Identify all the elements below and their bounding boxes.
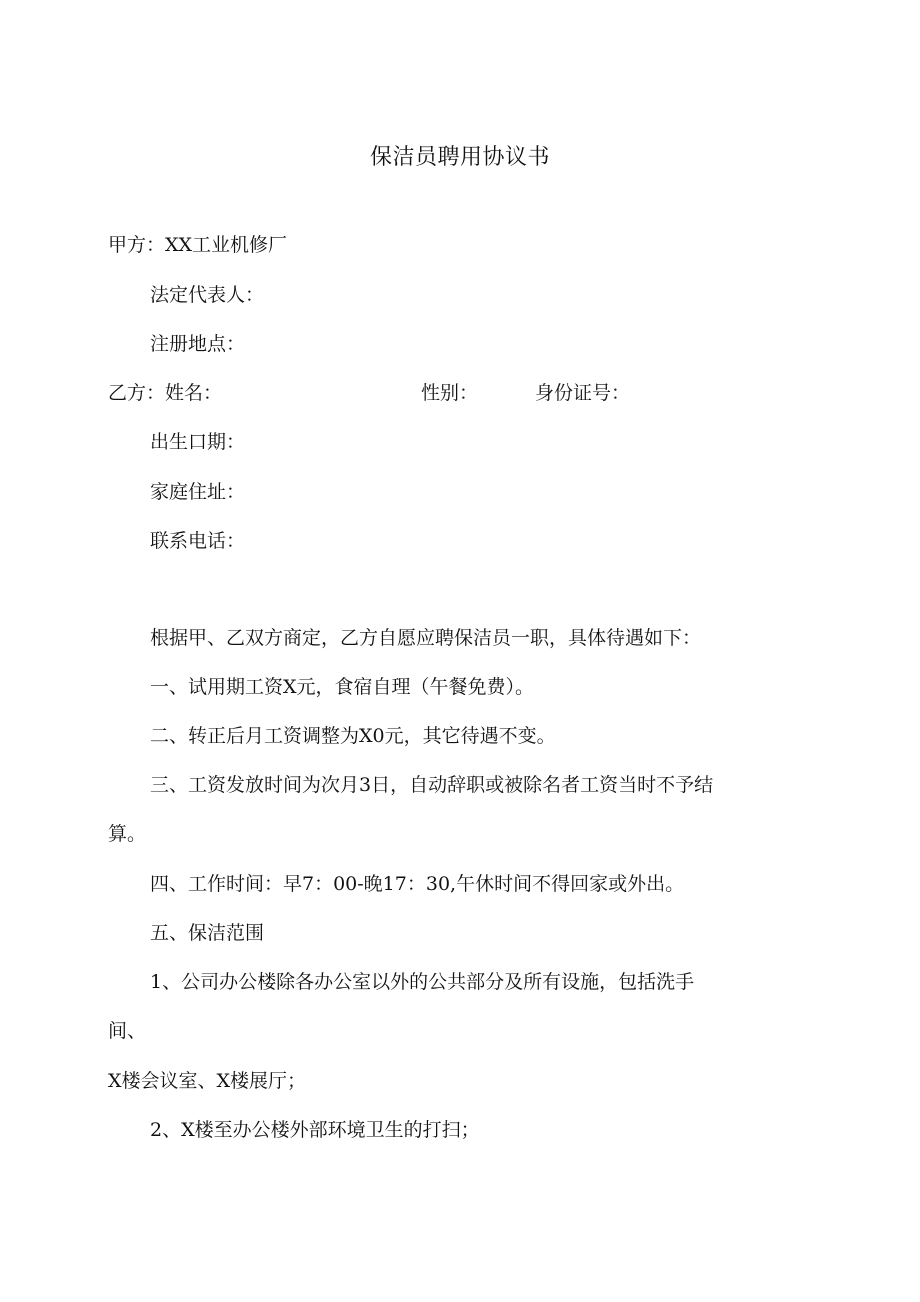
body-item-1: 一、试用期工资X元，食宿自理（午餐免费）。 — [150, 676, 535, 698]
party-b-home-address: 家庭住址： — [150, 481, 246, 503]
scope-1-line-2: 间、 — [108, 1020, 147, 1042]
party-b-gender-label: 性别： — [421, 382, 479, 404]
party-b-birth-date: 出生口期： — [150, 431, 246, 453]
party-b-name-label: 乙方：姓名： — [108, 382, 223, 404]
body-intro: 根据甲、乙双方商定，乙方自愿应聘保洁员一职，具体待遇如下： — [150, 627, 702, 649]
scope-2: 2、X楼至办公楼外部环境卫生的打扫； — [150, 1119, 480, 1141]
party-a-legal-rep: 法定代表人： — [150, 284, 265, 306]
party-b-phone: 联系电话： — [150, 530, 246, 552]
scope-1-line-3: X楼会议室、X楼展厅； — [108, 1070, 307, 1092]
body-item-3-line-1: 三、工资发放时间为次月3日，自动辞职或被除名者工资当时不予结 — [150, 774, 714, 796]
party-b-id-label: 身份证号： — [535, 382, 631, 404]
body-item-4: 四、工作时间：早7：00-晚17：30,午休时间不得回家或外出。 — [150, 873, 685, 895]
party-a-label: 甲方：XX工业机修厂 — [108, 234, 288, 256]
body-item-3-line-2: 算。 — [108, 823, 147, 845]
body-item-5: 五、保洁范围 — [150, 922, 265, 944]
scope-1-line-1: 1、公司办公楼除各办公室以外的公共部分及所有设施，包括洗手 — [150, 971, 695, 993]
document-title: 保洁员聘用协议书 — [369, 145, 550, 170]
party-a-address: 注册地点： — [150, 333, 246, 355]
body-item-2: 二、转正后月工资调整为X0元，其它待遇不变。 — [150, 725, 556, 747]
